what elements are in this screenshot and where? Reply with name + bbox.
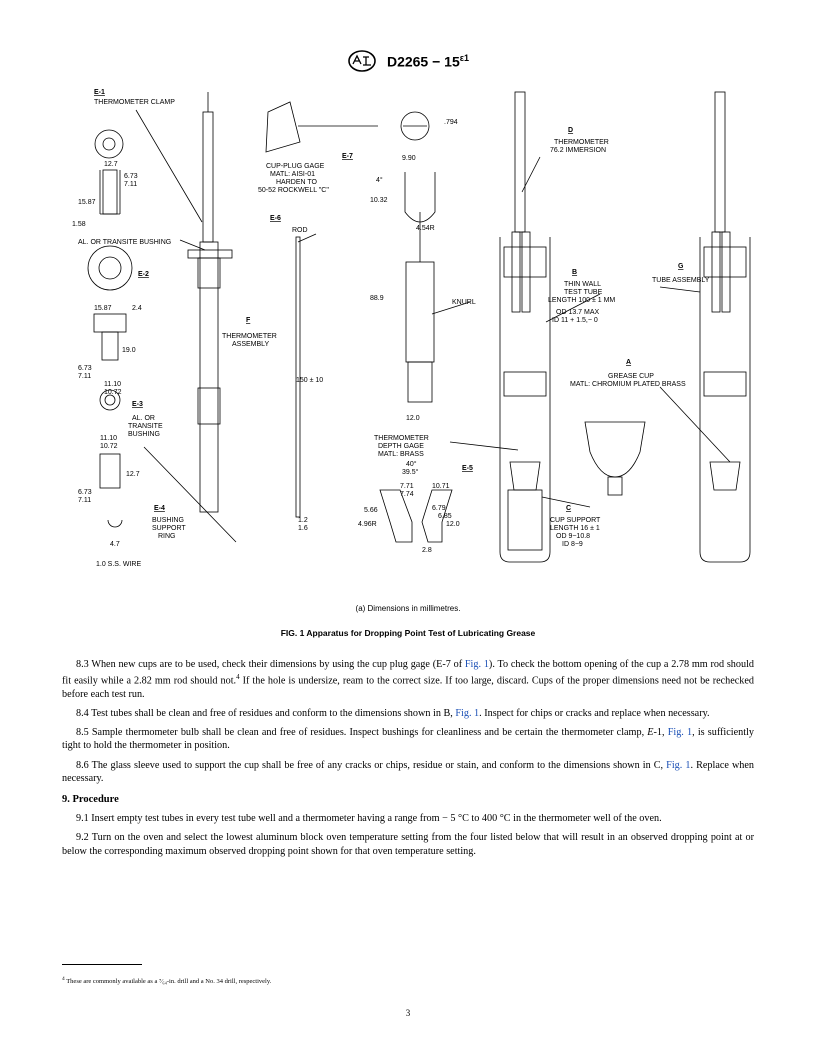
label-a: A — [626, 359, 632, 366]
label-depth-gage-line: THERMOMETER — [374, 435, 429, 442]
label-wire: 1.0 S.S. WIRE — [96, 561, 142, 568]
figure-caption: FIG. 1 Apparatus for Dropping Point Test of Lubricating Grease — [280, 628, 536, 638]
dim-label: 11.10 — [100, 435, 117, 442]
dim-label: 40° — [406, 461, 417, 468]
dim-label: 6.79 — [432, 505, 446, 512]
label-b-line: THIN WALL — [564, 281, 602, 288]
figure-link[interactable]: Fig. 1 — [455, 708, 480, 719]
label-e3-line: BUSHING — [128, 431, 160, 438]
label-c-line: OD 9−10.8 — [556, 533, 591, 540]
label-f-line: ASSEMBLY — [232, 341, 270, 348]
label-e4-line: SUPPORT — [152, 525, 186, 532]
dim-label: 6.85 — [438, 513, 452, 520]
label-d-line: THERMOMETER — [554, 139, 609, 146]
page-header — [0, 50, 816, 72]
dim-label: 1.6 — [298, 525, 308, 532]
label-e4-line: RING — [158, 533, 176, 540]
label-depth-gage-line: MATL: BRASS — [378, 451, 424, 458]
dim-label: 4° — [376, 177, 383, 184]
label-c-line: ID 8−9 — [562, 541, 583, 548]
paragraph-8-6: 8.6 The glass sleeve used to support the cup shall be free of any cracks or chips, residue or stain, and conform to the dimensions shown in C, Fig. 1. Replace when necessary. — [62, 759, 755, 784]
dim-label: 7.74 — [400, 491, 414, 498]
label-f: F — [246, 317, 251, 324]
figure-link[interactable]: Fig. 1 — [666, 759, 691, 771]
dim-label: 15.87 — [94, 305, 112, 312]
figure-subcaption: (a) Dimensions in millimetres. — [355, 604, 461, 613]
footnote-divider — [62, 964, 142, 965]
dim-label: 10.32 — [370, 197, 388, 204]
apparatus-figure — [60, 82, 760, 622]
label-gage-line: MATL: AISI-01 — [270, 171, 315, 178]
label-e2: E-2 — [138, 271, 149, 278]
dim-label: 7.11 — [78, 373, 92, 380]
label-d-line: 76.2 IMMERSION — [550, 147, 607, 154]
label-g: G — [678, 263, 684, 270]
label-c-line: CUP SUPPORT — [550, 517, 601, 524]
dim-label: 39.5° — [402, 469, 419, 476]
label-e3-line: TRANSITE — [128, 423, 163, 430]
label-g-line: TUBE ASSEMBLY — [652, 277, 710, 284]
label-bushing: AL. OR TRANSITE BUSHING — [78, 239, 172, 246]
label-b: B — [572, 269, 578, 276]
dim-label: 1.58 — [72, 221, 86, 228]
label-b-line: LENGTH 100 ± 1 MM — [548, 297, 616, 304]
label-a-line: GREASE CUP — [608, 373, 654, 380]
designation: $D2265 - 15^{\varepsilon 1}$ — [386, 52, 470, 70]
label-c-line: LENGTH 16 ± 1 — [550, 525, 600, 532]
section-heading: 9. Procedure — [62, 794, 119, 806]
label-e4: E-4 — [154, 505, 165, 512]
label-a-line: MATL: CHROMIUM PLATED BRASS — [570, 381, 686, 388]
label-e4-line: BUSHING — [152, 517, 184, 524]
paragraph-8-3: 8.3 When new cups are to be used, check their dimensions by using the cup plug gage (E-7 of Fig. 1). To check the bottom opening of the cup a 2.78 mm rod should fit easily while a 2.82 mm rod should not.$^4$ If the hole is undersize, ream to the correct size. If too large, discard. Cups of the proper dimensions need not be rechecked before each test run. — [62, 659, 755, 700]
label-gage-line: HARDEN TO — [276, 179, 317, 186]
dim-label: 7.11 — [124, 181, 138, 188]
dim-label: 2.8 — [422, 547, 432, 554]
footnote-ref: 4 — [236, 673, 240, 682]
dim-label: 12.0 — [446, 521, 460, 528]
dim-label: 11.10 — [104, 381, 121, 388]
dim-label: 150 ± 10 — [296, 377, 324, 384]
dim-label: 7.71 — [400, 483, 414, 490]
label-c: C — [566, 505, 572, 512]
paragraph-9-2: 9.2 Turn on the oven and select the lowest aluminum block oven temperature setting from the four listed below that will result in an observed dropping point at or below the corresponding maximum observed dropping point shown for that oven temperature setting. — [62, 832, 754, 857]
label-thermometer-clamp: THERMOMETER CLAMP — [94, 99, 175, 106]
dim-label: 10.72 — [100, 443, 118, 450]
dim-label: 7.11 — [78, 497, 92, 504]
label-e3: E-3 — [132, 401, 143, 408]
label-f-line: THERMOMETER — [222, 333, 277, 340]
label-rod: ROD — [292, 227, 308, 234]
figure-link[interactable]: Fig. 1 — [667, 727, 693, 739]
label-gage-line: 50-52 ROCKWELL "C" — [258, 187, 329, 194]
paragraph-8-5: 8.5 Sample thermometer bulb shall be clean and free of residues. Inspect bushings for cleanliness and be certain the thermometer clamp, E-1, Fig. 1, is sufficiently tight to hold the thermometer in position. — [62, 727, 754, 752]
dim-label: 12.0 — [406, 415, 420, 422]
body-text — [62, 658, 754, 864]
dim-label: .794 — [444, 119, 458, 126]
dim-label: 6.73 — [124, 173, 138, 180]
label-e6: E-6 — [270, 215, 281, 222]
paragraph-8-4: 8.4 Test tubes shall be clean and free of residues and conform to the dimensions shown in B, Fig. 1. Inspect for chips or cracks and replace when necessary. — [76, 708, 710, 719]
dim-label: 10.72 — [104, 389, 122, 396]
label-e3-line: AL. OR — [132, 415, 155, 422]
dim-label: 1.2 — [298, 517, 308, 524]
paragraph-9-1: 9.1 Insert empty test tubes in every test tube well and a thermometer having a range from − 5 °C to 400 °C in the thermometer well of the oven. — [76, 813, 662, 825]
dim-label: 2.4 — [132, 305, 142, 312]
figure-link[interactable]: Fig. 1 — [464, 659, 489, 670]
dim-label: 4.7 — [110, 541, 120, 548]
dim-label: 19.0 — [122, 347, 136, 354]
dim-label: 5.66 — [364, 507, 378, 514]
label-gage-line: CUP-PLUG GAGE — [266, 163, 325, 170]
dim-label: 6.73 — [78, 489, 92, 496]
label-e5: E-5 — [462, 465, 473, 472]
label-b-line: TEST TUBE — [564, 289, 603, 296]
label-e7: E-7 — [342, 153, 353, 160]
dim-label: 10.71 — [432, 483, 450, 490]
page-number: 3 — [405, 1008, 411, 1018]
dim-label: 4.96R — [358, 521, 377, 528]
dim-label: 4.54R — [416, 225, 435, 232]
dim-label: 12.7 — [104, 161, 118, 168]
label-e1: E-1 — [94, 89, 105, 96]
footnote: $^4$ These are commonly available as a ⁷⁄₆₄-in. drill and a No. 34 drill, respectively. — [62, 976, 272, 986]
label-b-line: ID 11 + 1.5,− 0 — [552, 317, 598, 324]
dim-label: 6.73 — [78, 365, 92, 372]
dim-label: 12.7 — [126, 471, 140, 478]
dim-label: 88.9 — [370, 295, 384, 302]
astm-logo-icon — [347, 50, 377, 72]
label-knurl: KNURL — [452, 299, 476, 306]
dim-label: 9.90 — [402, 155, 416, 162]
dim-label: 15.87 — [78, 199, 96, 206]
label-depth-gage-line: DEPTH GAGE — [378, 443, 424, 450]
label-b-line: OD 13.7 MAX — [556, 309, 600, 316]
label-d: D — [568, 127, 574, 134]
